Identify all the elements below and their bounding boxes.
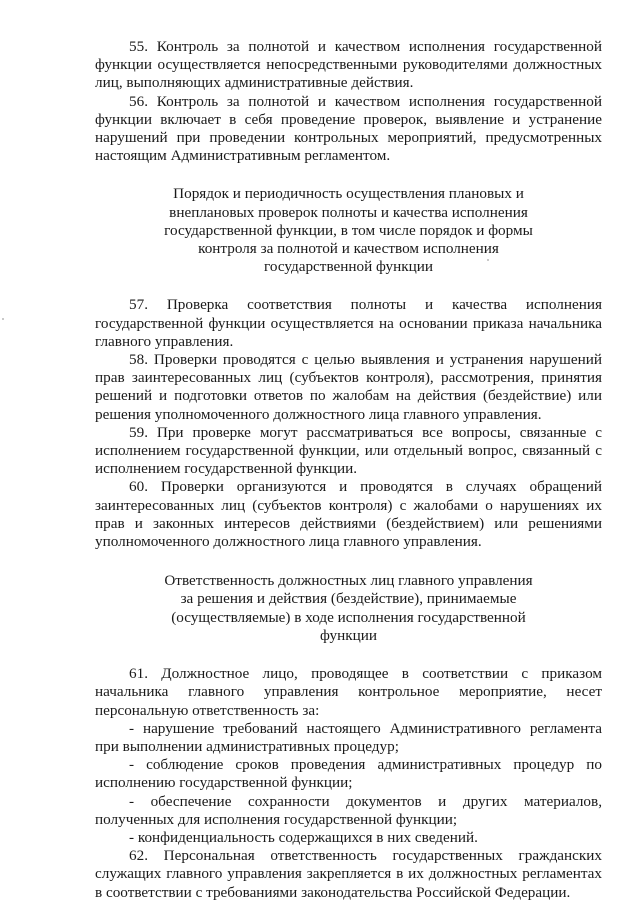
scan-speck [2,318,4,320]
heading-line: государственной функции, в том числе порядок и формы [164,221,533,239]
heading-line: (осуществляемые) в ходе исполнения государственной функции [171,608,526,644]
scan-speck [487,259,489,261]
paragraph-60: 60. Проверки организуются и проводятся в случаях обращений заинтересованных лиц (субъектов контроля) с жалобами о нарушениях их прав и законных интересов действиями (бездействием) или решениями уполномоченного должностного лица главного управления. [95,478,602,551]
list-item-dash: - нарушение требований настоящего Административного регламента при выполнении административных процедур; [95,719,602,755]
paragraph-56: 56. Контроль за полнотой и качеством исполнения государственной функции включает в себя проведение проверок, выявление и устранение нарушений при проведении контрольных мероприятий, предусмотренных настоящим Административным регламентом. [95,92,602,165]
document-body [95,38,602,902]
paragraph-62: 62. Персональная ответственность государственных гражданских служащих главного управления закрепляется в их должностных регламентах в соответствии с требованиями законодательства Российской Федерации. [95,847,602,901]
section-heading-responsibility [153,572,544,645]
paragraph-57: 57. Проверка соответствия полноты и качества исполнения государственной функции осуществляется на основании приказа начальника главного управления. [95,296,602,350]
section-heading-inspection-procedure [153,185,544,276]
paragraph-59: 59. При проверке могут рассматриваться все вопросы, связанные с исполнением государственной функции, или отдельный вопрос, связанный с исполнением государственной функции. [95,423,602,478]
paragraph-61: 61. Должностное лицо, проводящее в соответствии с приказом начальника главного управления контрольное мероприятие, несет персональную ответственность за: [95,665,602,719]
heading-line: за решения и действия (бездействие), принимаемые [180,590,517,608]
paragraph-58: 58. Проверки проводятся с целью выявления и устранения нарушений прав заинтересованных лиц (субъектов контроля), рассмотрения, принятия решений и подготовки ответов по жалобам на действия (бездействие) или решения уполномоченного должностного лица главного управления. [95,351,602,423]
heading-line: контроля за полнотой и качеством исполнения [198,240,499,258]
list-item-dash: - обеспечение сохранности документов и других материалов, полученных для исполнения государственной функции; [95,792,602,828]
heading-line: Порядок и периодичность осуществления плановых и [173,185,524,203]
paragraph-55: 55. Контроль за полнотой и качеством исполнения государственной функции осуществляется непосредственными руководителями должностных лиц, выполняющих административные действия. [95,38,602,92]
heading-line: внеплановых проверок полноты и качества исполнения [169,203,528,221]
list-item-dash: - соблюдение сроков проведения административных процедур по исполнению государственной функции; [95,756,602,792]
list-item-dash: - конфиденциальность содержащихся в них сведений. [129,828,478,846]
heading-line: Ответственность должностных лиц главного управления [164,572,533,590]
heading-line: государственной функции [264,258,433,276]
